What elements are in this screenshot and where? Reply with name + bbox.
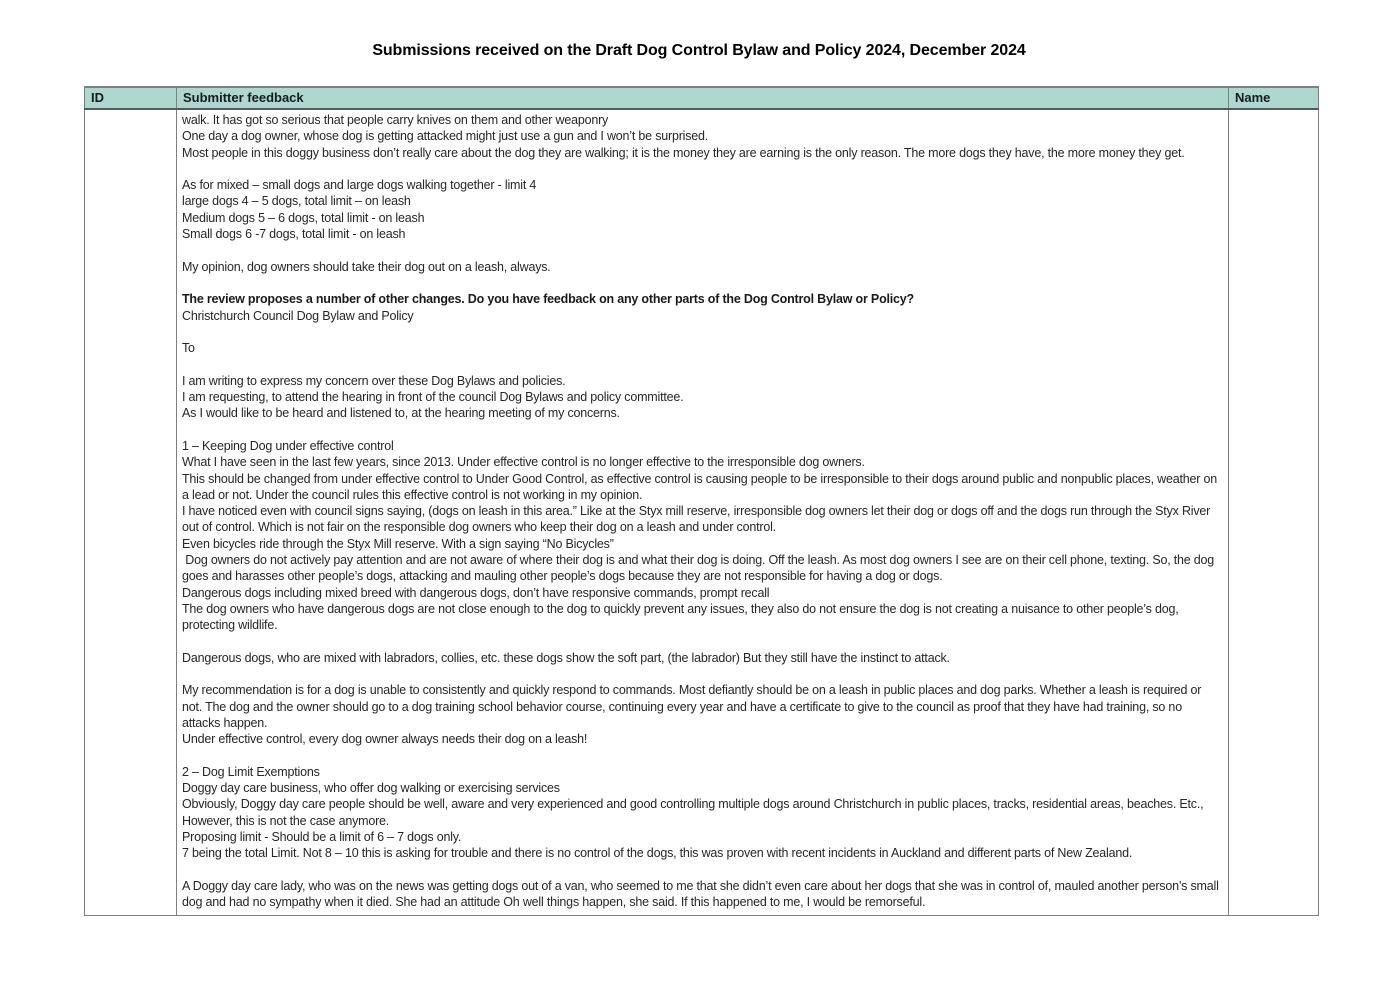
feedback-line: [182, 324, 1223, 340]
feedback-line: Proposing limit - Should be a limit of 6 – 7 dogs only.: [182, 830, 462, 845]
feedback-line: Dangerous dogs including mixed breed with dangerous dogs, don’t have responsive commands, prompt recall: [182, 585, 770, 600]
feedback-line: As I would like to be heard and listened to, at the hearing meeting of my concerns.: [182, 406, 620, 421]
feedback-line: My opinion, dog owners should take their dog out on a leash, always.: [182, 259, 551, 274]
table-header-row: [85, 87, 1319, 109]
feedback-line: [182, 666, 1223, 682]
feedback-line: One day a dog owner, whose dog is getting attacked might just use a gun and I won’t be surprised.: [182, 129, 709, 144]
feedback-line: 2 – Dog Limit Exemptions: [182, 764, 320, 779]
feedback-line: [182, 748, 1223, 764]
feedback-line: walk. It has got so serious that people carry knives on them and other weaponry: [182, 113, 609, 127]
feedback-text: [182, 112, 1223, 911]
column-header-id: ID: [85, 87, 177, 109]
feedback-line: [182, 275, 1223, 291]
feedback-line: A Doggy day care lady, who was on the news was getting dogs out of a van, who seemed to me that she didn’t even care about her dogs that she was in control of, mauled another person’s small dog and had no sympathy when it died. She had an attitude Oh well things happen, she said. If this happened to me, I would be remorseful.: [182, 878, 1222, 910]
feedback-line: [182, 862, 1223, 878]
feedback-line: I am requesting, to attend the hearing in front of the council Dog Bylaws and policy committee.: [182, 390, 684, 405]
feedback-line: My recommendation is for a dog is unable to consistently and quickly respond to commands. Most defiantly should be on a leash in public places and dog parks. Whether a leash is required or not. The dog and the owner should go to a dog training school behavior course, continuing every year and have a certificate to give to the council as proof that they have had training, so no attacks happen.: [182, 683, 1205, 730]
feedback-line: The dog owners who have dangerous dogs are not close enough to the dog to quickly prevent any issues, they also do not ensure the dog is not creating a nuisance to other people’s dog, protecting wildlife.: [182, 601, 1182, 633]
table-row: [85, 109, 1319, 915]
feedback-line: The review proposes a number of other changes. Do you have feedback on any other parts of the Dog Control Bylaw or Policy?: [182, 292, 914, 307]
feedback-line: Christchurch Council Dog Bylaw and Policy: [182, 308, 414, 323]
feedback-cell: [177, 109, 1229, 915]
feedback-line: I am writing to express my concern over these Dog Bylaws and policies.: [182, 373, 566, 388]
submissions-table: [84, 86, 1319, 916]
feedback-line: 7 being the total Limit. Not 8 – 10 this is asking for trouble and there is no control of the dogs, this was proven with recent incidents in Auckland and different parts of New Zealand.: [182, 846, 1133, 861]
feedback-line: Doggy day care business, who offer dog walking or exercising services: [182, 781, 560, 796]
feedback-line: [182, 242, 1223, 258]
feedback-line: Dangerous dogs, who are mixed with labradors, collies, etc. these dogs show the soft part, (the labrador) But they still have the instinct to attack.: [182, 650, 950, 665]
feedback-line: I have noticed even with council signs saying, (dogs on leash in this area.” Like at the Styx mill reserve, irresponsible dog owners let their dog or dogs off and the dogs run through the Styx River out of control. Which is not fair on the responsible dog owners who keep their dog on a leash and under control.: [182, 504, 1214, 535]
feedback-line: As for mixed – small dogs and large dogs walking together - limit 4: [182, 178, 537, 193]
feedback-line: This should be changed from under effective control to Under Good Control, as effective control is causing people to be irresponsible to their dogs around public and nonpublic places, weather on a lead or not. Under the council rules this effective control is not working in my opinion.: [182, 471, 1221, 502]
feedback-line: Under effective control, every dog owner always needs their dog on a leash!: [182, 732, 588, 747]
feedback-line: To: [182, 341, 195, 356]
feedback-line: Small dogs 6 -7 dogs, total limit - on leash: [182, 227, 406, 242]
page-title: Submissions received on the Draft Dog Control Bylaw and Policy 2024, December 2024: [372, 42, 1026, 59]
feedback-line: Obviously, Doggy day care people should be well, aware and very experienced and good controlling multiple dogs around Christchurch in public places, tracks, residential areas, beaches. Etc., However, this is not the case anymore.: [182, 797, 1207, 828]
feedback-line: [182, 356, 1223, 372]
feedback-line: Medium dogs 5 – 6 dogs, total limit - on leash: [182, 210, 425, 225]
column-header-name: Name: [1229, 87, 1319, 109]
feedback-line: Dog owners do not actively pay attention and are not aware of where their dog is and what their dog is doing. Off the leash. As most dog owners I see are on their cell phone, texting. So, the dog goes and harasses other people’s dogs, attacking and mauling other people’s dogs because they are not responsible for having a dog or dogs.: [182, 553, 1218, 584]
id-cell: [85, 109, 177, 915]
feedback-line: What I have seen in the last few years, since 2013. Under effective control is no longer effective to the irresponsible dog owners.: [182, 455, 865, 470]
feedback-line: [182, 634, 1223, 650]
feedback-line: Most people in this doggy business don’t really care about the dog they are walking; it is the money they are earning is the only reason. The more dogs they have, the more money they get.: [182, 145, 1185, 160]
feedback-line: [182, 422, 1223, 438]
feedback-line: large dogs 4 – 5 dogs, total limit – on leash: [182, 194, 411, 209]
column-header-submitter-feedback: Submitter feedback: [177, 87, 1229, 109]
name-cell: [1229, 109, 1319, 915]
feedback-line: Even bicycles ride through the Styx Mill reserve. With a sign saying “No Bicycles”: [182, 536, 614, 551]
feedback-line: [182, 161, 1223, 177]
feedback-line: 1 – Keeping Dog under effective control: [182, 438, 394, 453]
